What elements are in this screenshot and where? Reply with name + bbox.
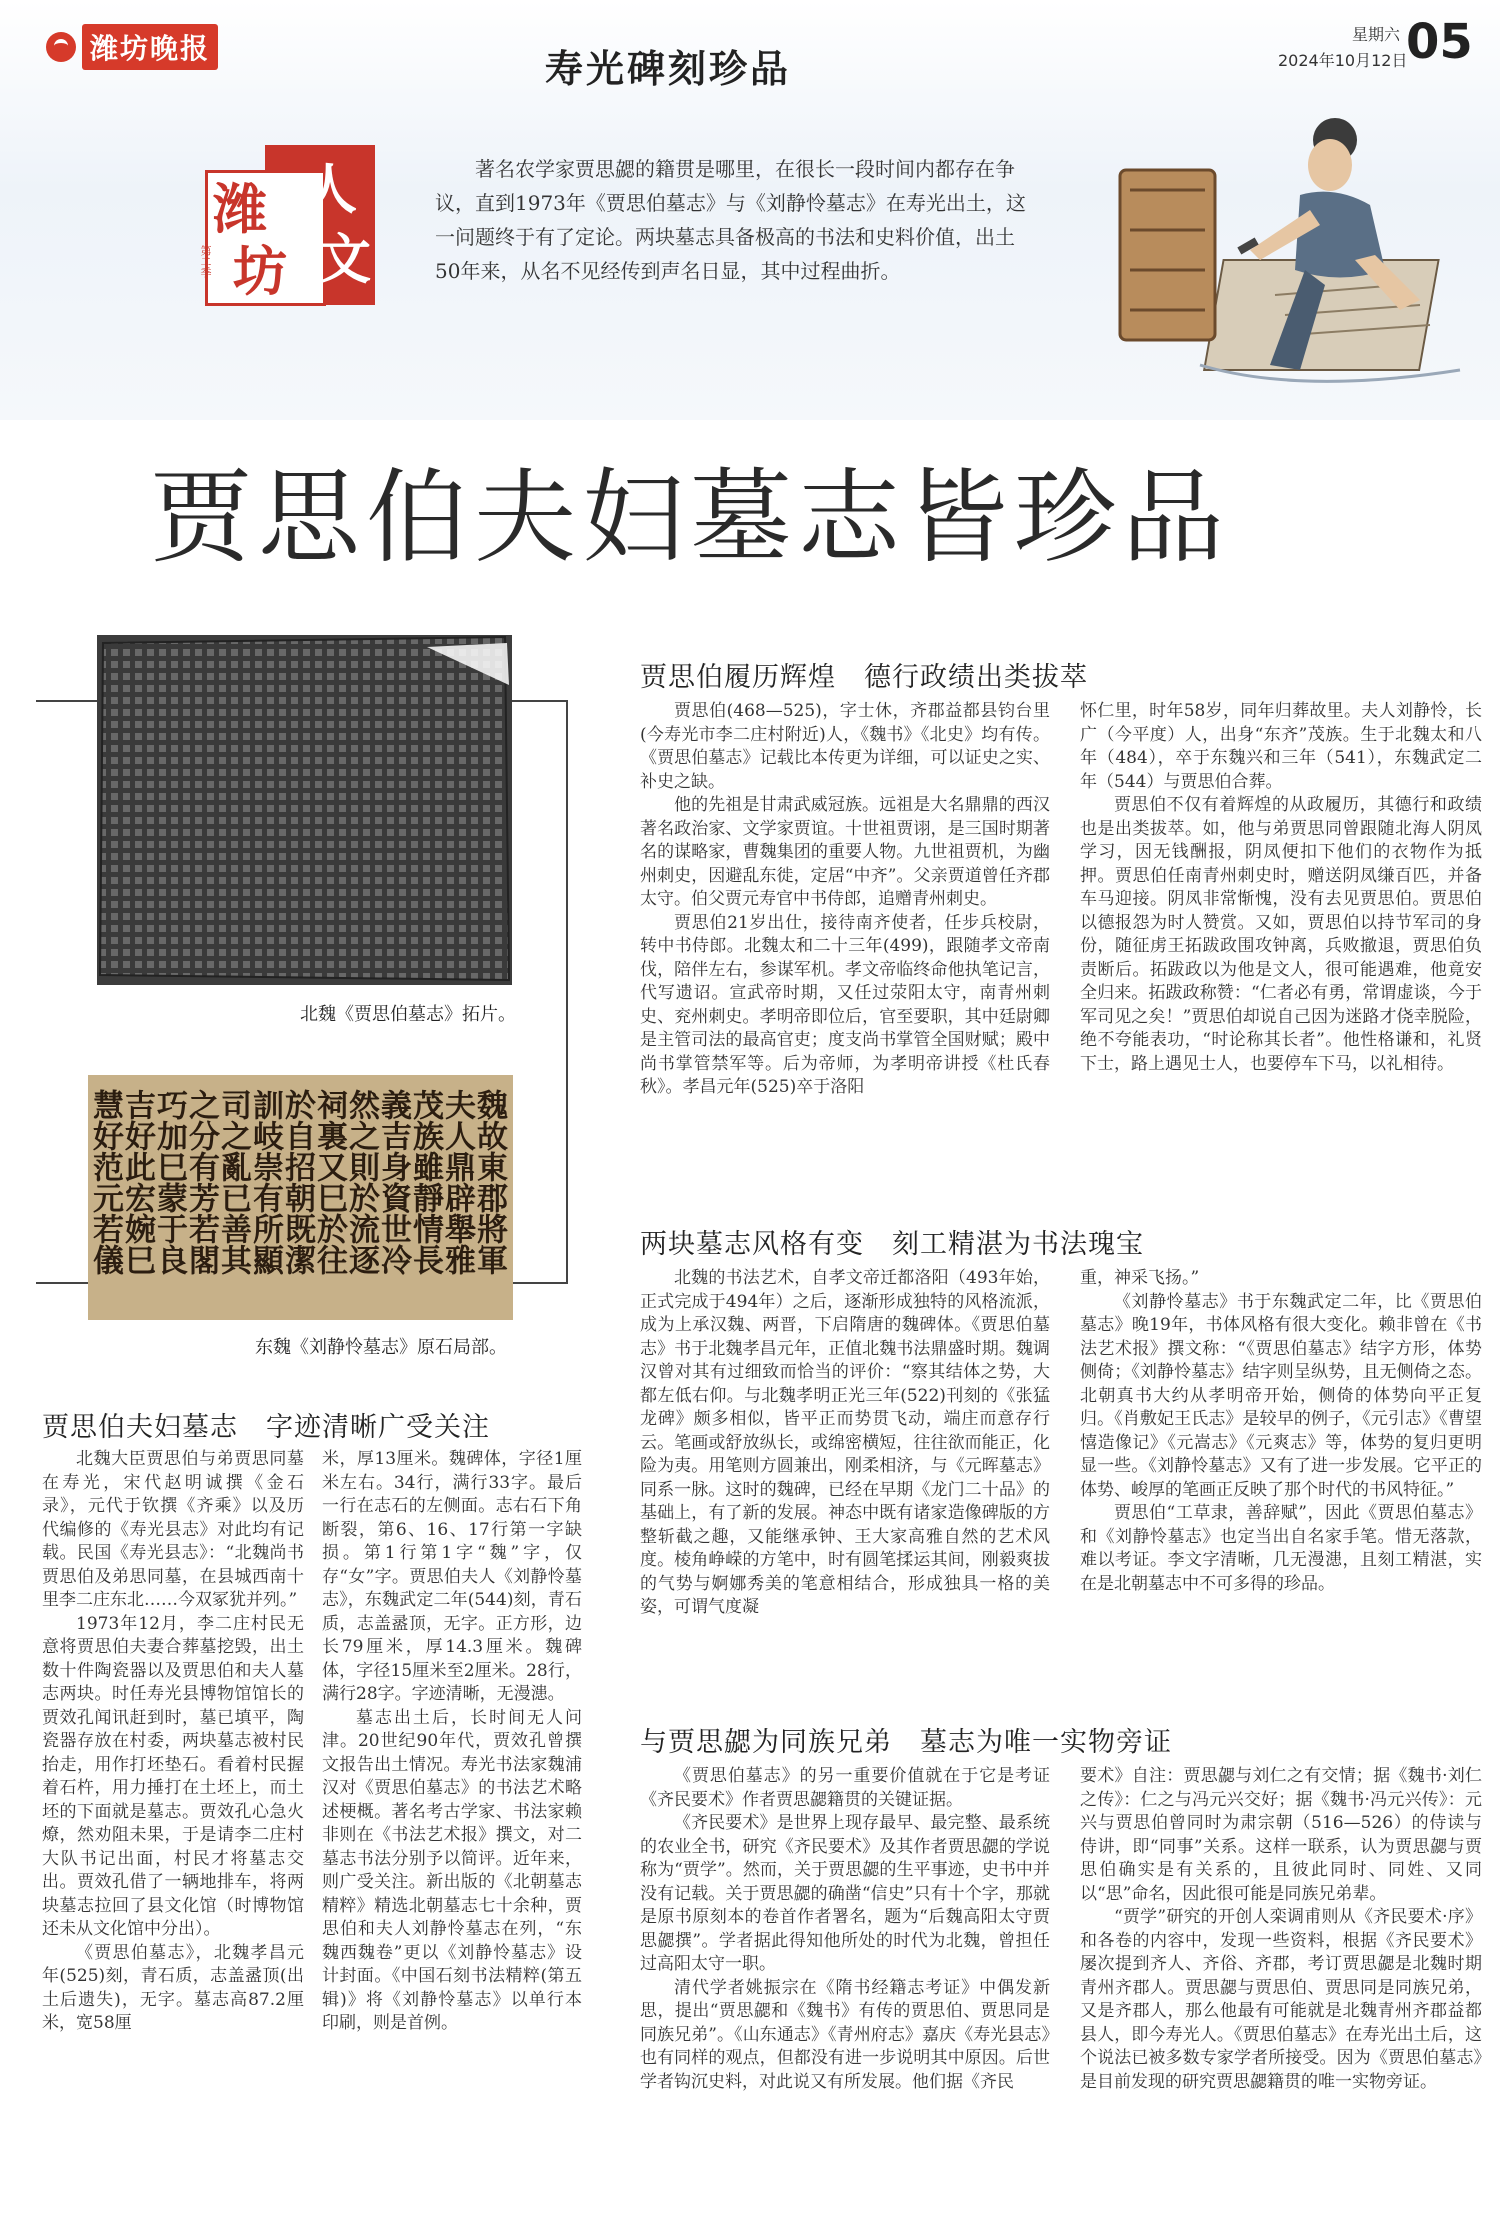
page-number: 05 [1406,14,1473,70]
paragraph: 怀仁里，时年58岁，同年归葬故里。夫人刘静怜，长广（今平度）人，出身“东齐”茂族。生于北魏太和八年（484），卒于东魏兴和三年（541），东魏武定二年（544）与贾思伯合葬。 [1080,701,1482,792]
article4-column-2 [1080,1765,1482,2094]
paragraph: 重，神采飞扬。” [1080,1268,1200,1288]
logo-emblem-icon [46,32,76,62]
stone-carver-illustration [1100,110,1470,400]
article1-column-1 [640,700,1050,1100]
stone-column: 慧好范元若儀 [87,1089,123,1275]
article2-column-1 [640,1267,1050,1620]
paragraph: 北魏的书法艺术，自孝文帝迁都洛阳（493年始，正式完成于494年）之后，逐渐形成独特的风格流派，成为上承汉魏、两晋，下启隋唐的魏碑体。《贾思伯墓志》书于北魏孝昌元年，正值北魏书法鼎盛时期。魏调汉曾对其有过细致而恰当的评价：“察其结体之势，大都左低右仰。与北魏孝明正光三年(522)刊刻的《张猛龙碑》颇多相似，皆平正而势贯飞动，端庄而意存行云。笔画或舒放纵长，或绵密横短，往往欲而能正，化险为夷。用笔则方圆兼出，刚柔相济，与《元晖墓志》同系一脉。这时的魏碑，已经在早期《龙门二十品》的基础上，有了新的发展。神态中既有诸家造像碑版的方整斩截之趣，又能继承钟、王大家高雅自然的艺术风度。棱角峥嵘的方笔中，时有圆笔揉运其间，刚毅爽拔的气势与婀娜秀美的笔意相结合，形成独具一格的美姿，可谓气度凝 [640,1268,1050,1617]
paragraph: 要术》自注：贾思勰与刘仁之有交情；据《魏书·刘仁之传》：仁之与冯元兴交好；据《魏书·冯元兴传》：元兴与贾思伯曾同时为肃宗朝（516—526）的侍读与侍讲，即“同事”关系。这样一联系，认为贾思勰与贾思伯确实是有关系的，且彼此同时、同姓、又同以“思”命名，因此很可能是同族兄弟辈。 [1080,1766,1482,1904]
paragraph: 贾思伯“工草隶，善辞赋”，因此《贾思伯墓志》和《刘静怜墓志》也定当出自名家手笔。惜无落款，难以考证。李文字清晰，几无漫漶，且刻工精湛，实在是北朝墓志中不可多得的珍品。 [1080,1503,1482,1594]
stone-column: 司之亂已善其 [215,1089,251,1275]
stone-column: 魏故東郡將軍 [471,1089,507,1275]
article3-heading: 贾思伯夫妇墓志 字迹清晰广受关注 [42,1412,490,1443]
stamp-char: 人 [303,157,357,221]
paragraph: 他的先祖是甘肃武威冠族。远祖是大名鼎鼎的西汉著名政治家、文学家贾谊。十世祖贾诩，是三国时期著名的谋略家，曹魏集团的重要人物。九世祖贾机，为幽州刺史，因避乱东徙，定居“中齐”。父亲贾道曾任齐郡太守。伯父贾元寿官中书侍郎，追赠青州刺史。 [640,795,1050,909]
article2-heading: 两块墓志风格有变 刻工精湛为书法瑰宝 [640,1229,1144,1260]
paragraph: 北魏大臣贾思伯与弟贾思同墓在寿光，宋代赵明诚撰《金石录》，元代于钦撰《齐乘》以及历代编修的《寿光县志》对此均有记载。民国《寿光县志》：“北魏尚书贾思伯及弟思同墓，在县城西南十里李二庄东北……今双冢犹并列。” [42,1449,304,1610]
logo-text: 潍坊晚报 [82,24,218,70]
stone-column: 於自招朝既潔 [279,1089,315,1275]
page-headline: 贾思伯夫妇墓志皆珍品 [150,459,1230,578]
rubbing-image [97,635,512,985]
paragraph: 贾思伯不仅有着辉煌的从政履历，其德行和政绩也是出类拔萃。如，他与弟贾思同曾跟随北海人阴凤学习，因无钱酬报，阴凤便扣下他们的衣物作为抵押。贾思伯任南青州刺史时，赠送阴凤缣百匹，并备车马迎接。阴凤非常惭愧，没有去见贾思伯。贾思伯以德报怨为时人赞赏。又如，贾思伯以持节军司的身份，随征虏王拓跋政围攻钟离，兵败撤退，贾思伯负责断后。拓跋政以为他是文人，很可能遇难，他竟安全归来。拓跋政称赞：“仁者必有勇，常谓虚谈，今于军司见之矣！”贾思伯却说自己因为迷路才侥幸脱险，绝不夸能表功，“时论称其长者”。他性格谦和，礼贤下士，路上遇见士人，也要停车下马，以礼相待。 [1080,795,1482,1074]
article4-heading: 与贾思勰为同族兄弟 墓志为唯一实物旁证 [640,1727,1172,1758]
section-title: 寿光碑刻珍品 [545,47,792,91]
article3-column-1 [42,1448,304,2036]
intro-text: 著名农学家贾思勰的籍贯是哪里，在很长一段时间内都存在争议，直到1973年《贾思伯墓志》与《刘静怜墓志》在寿光出土，这一问题终于有了定论。两块墓志具备极高的书法和史料价值，出土50年来，从名不见经传到声名日显，其中过程曲折。 [435,157,1026,283]
stone-caption: 东魏《刘静怜墓志》原石局部。 [255,1337,507,1358]
stamp-char: 坊 [233,239,287,303]
stone-column: 之分有芳若閣 [183,1089,219,1275]
stone-column: 吉好此宏婉巳 [119,1089,155,1275]
paragraph: 《贾思伯墓志》，北魏孝昌元年(525)刻，青石质，志盖盝顶(出土后遗失)，无字。墓志高87.2厘米，宽58厘 [42,1942,304,2033]
paragraph: 1973年12月，李二庄村民无意将贾思伯夫妻合葬墓挖毁，出土数十件陶瓷器以及贾思伯和夫人墓志两块。时任寿光县博物馆馆长的贾效孔闻讯赶到时，墓已填平，陶瓷器存放在村委，两块墓志被村民抬走，用作打坯垫石。看着村民握着石杵，用力捶打在土坯上，而土坯的下面就是墓志。贾效孔心急火燎，然劝阻未果，于是请李二庄村大队书记出面，村民才将墓志交出。贾效孔借了一辆地排车，将两块墓志拉回了县文化馆（时博物馆还未从文化馆中分出）。 [42,1613,304,1939]
stone-column: 巧加巳蒙于良 [151,1089,187,1275]
stone-column: 訓岐崇有所顯 [247,1089,283,1275]
stone-column: 祠裏又巳於往 [311,1089,347,1275]
article2-column-2 [1080,1267,1482,1596]
stone-image [88,1075,513,1320]
column-stamp [199,145,395,305]
article1-heading: 贾思伯履历辉煌 德行政绩出类拔萃 [640,662,1088,693]
stamp-tag: 第二季 [199,245,212,278]
stone-column: 義吉身資世冷 [375,1089,411,1275]
stone-column: 夫人鼎辟舉雅 [439,1089,475,1275]
stone-column: 然之則於流逐 [343,1089,379,1275]
paragraph: “贾学”研究的开创人栾调甫则从《齐民要术·序》和各卷的内容中，发现一些资料，根据《齐民要术》屡次提到齐人、齐俗、齐郡，考订贾思勰是北魏时期青州齐郡人。贾思勰与贾思伯、贾思同是同族兄弟，又是齐郡人，那么他最有可能就是北魏青州齐郡益都县人，即今寿光人。《贾思伯墓志》在寿光出土后，这个说法已被多数专家学者所接受。因为《贾思伯墓志》是目前发现的研究贾思勰籍贯的唯一实物旁证。 [1080,1907,1482,2092]
paragraph: 《齐民要术》是世界上现存最早、最完整、最系统的农业全书，研究《齐民要术》及其作者贾思勰的学说称为“贾学”。然而，关于贾思勰的生平事迹，史书中并没有记载。关于贾思勰的确凿“信史”只有十个字，那就是原书原刻本的卷首作者署名，题为“后魏高阳太守贾思勰撰”。学者据此得知他所处的时代为北魏，曾担任过高阳太守一职。 [640,1813,1050,1974]
paragraph: 贾思伯21岁出仕，接待南齐使者，任步兵校尉，转中书侍郎。北魏太和二十三年(499)，跟随孝文帝南伐，陪伴左右，参谋军机。孝文帝临终命他执笔记言，代写遗诏。宣武帝时期，又任过荥阳太守，南青州刺史、兖州刺史。孝明帝即位后，官至要职，其中廷尉卿是主管司法的最高官吏；度支尚书掌管全国财赋；殿中尚书掌管禁军等。后为帝师，为孝明帝讲授《杜氏春秋》。孝昌元年(525)卒于洛阳 [640,912,1050,1097]
paragraph: 《贾思伯墓志》的另一重要价值就在于它是考证《齐民要术》作者贾思勰籍贯的关键证据。 [640,1766,1050,1810]
stamp-char: 文 [317,227,371,291]
paragraph: 墓志出土后，长时间无人问津。20世纪90年代，贾效孔曾撰文报告出土情况。寿光书法家魏浦汉对《贾思伯墓志》的书法艺术略述梗概。著名考古学家、书法家赖非则在《书法艺术报》撰文，对二墓志书法分别予以简评。近年来，则广受关注。新出版的《北朝墓志精粹》精选北朝墓志七十余种，贾思伯和夫人刘静怜墓志在列，“东魏西魏卷”更以《刘静怜墓志》设计封面。《中国石刻书法精粹(第五辑)》将《刘静怜墓志》以单行本印刷，则是首例。 [322,1707,582,2033]
paragraph: 清代学者姚振宗在《隋书经籍志考证》中偶发新思，提出“贾思勰和《魏书》有传的贾思伯、贾思同是同族兄弟”。《山东通志》《青州府志》嘉庆《寿光县志》也有同样的观点，但都没有进一步说明其中原因。后世学者钩沉史料，对此说又有所发展。他们据《齐民 [640,1977,1050,2092]
stone-column: 茂族雖靜情長 [407,1089,443,1275]
stamp-char: 潍 [213,177,267,241]
article3-column-2 [322,1448,582,2036]
paragraph: 《刘静怜墓志》书于东魏武定二年，比《贾思伯墓志》晚19年，书体风格有很大变化。赖非曾在《书法艺术报》撰文称：“《贾思伯墓志》结字方形，体势侧倚；《刘静怜墓志》结字则呈纵势，且无侧倚之态。北朝真书大约从孝明帝开始，侧倚的体势向平正复归。《肖敷妃王氏志》是较早的例子，《元引志》《曹望憘造像记》《元嵩志》《元爽志》等，体势的复归更明显一些。《刘静怜墓志》又有了进一步发展。它平正的体势、峻厚的笔画正反映了那个时代的书风特征。” [1080,1291,1482,1500]
article1-column-2 [1080,700,1482,1076]
issue-date: 2024年10月12日 [1278,51,1408,70]
newspaper-logo [46,24,218,70]
rubbing-caption: 北魏《贾思伯墓志》拓片。 [300,1004,516,1025]
article4-column-1 [640,1765,1050,2094]
paragraph: 米，厚13厘米。魏碑体，字径1厘米左右。34行，满行33字。最后一行在志石的左侧面。志右石下角断裂，第6、16、17行第一字缺损。第1行第1字“魏”字，仅存“女”字。贾思伯夫人《刘静怜墓志》，东魏武定二年(544)刻，青石质，志盖盝顶，无字。正方形，边长79厘米，厚14.3厘米。魏碑体，字径15厘米至2厘米。28行，满行28字。字迹清晰，无漫漶。 [322,1449,582,1704]
weekday: 星期六 [1352,25,1401,44]
paragraph: 贾思伯(468—525)，字士休，齐郡益都县钧台里(今寿光市李二庄村附近)人，《魏书》《北史》均有传。《贾思伯墓志》记载比本传更为详细，可以证史之实、补史之缺。 [640,701,1050,792]
